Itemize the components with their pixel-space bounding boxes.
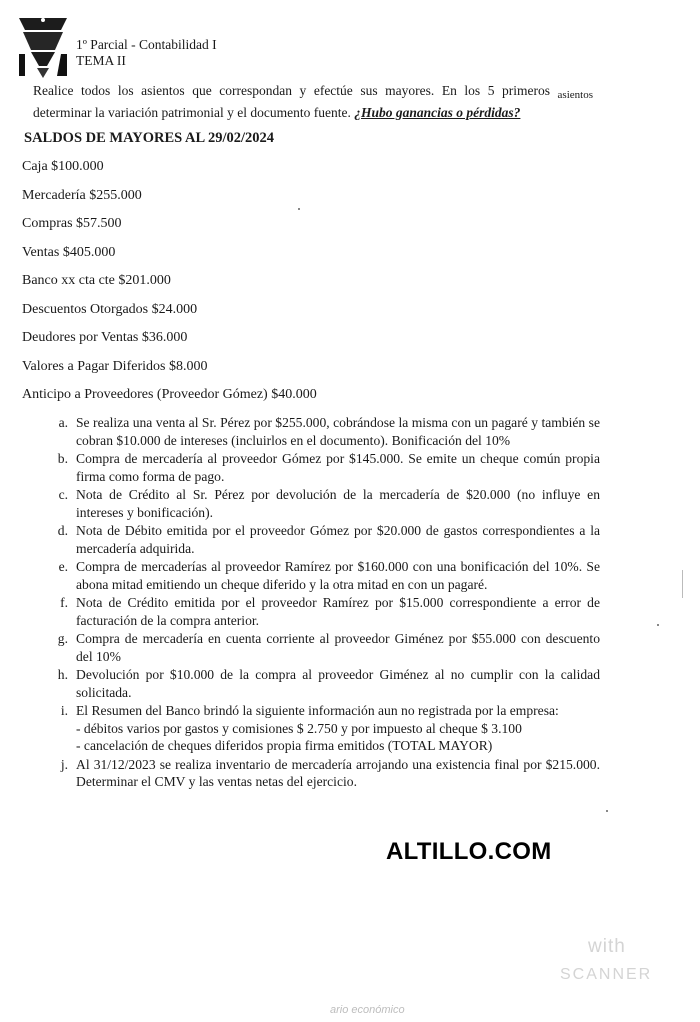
exercise-text: Devolución por $10.000 de la compra al proveedor Giménez al no cumplir con la calidad solicitada. bbox=[76, 667, 600, 700]
exercise-letter: b. bbox=[57, 451, 68, 466]
exam-title: 1º Parcial - Contabilidad I bbox=[76, 37, 217, 52]
exercise-letter: h. bbox=[57, 667, 68, 682]
exercise-text: Compra de mercadería en cuenta corriente al proveedor Giménez por $55.000 con descuento del 10% bbox=[76, 631, 600, 664]
balance-item: Anticipo a Proveedores (Proveedor Gómez) $40.000 bbox=[22, 387, 317, 402]
balance-item: Compras $57.500 bbox=[22, 216, 122, 231]
scanner-watermark-line2: SCANNER bbox=[560, 966, 653, 983]
exercise-item bbox=[44, 414, 600, 449]
scan-speck bbox=[682, 570, 683, 598]
exercise-text-main: El Resumen del Banco brindó la siguiente información aun no registrada por la empresa: bbox=[76, 703, 559, 718]
university-logo-icon bbox=[17, 16, 69, 78]
instructions bbox=[33, 82, 593, 121]
balance-item: Banco xx cta cte $201.000 bbox=[22, 273, 171, 288]
instructions-question: ¿Hubo ganancias o pérdidas? bbox=[354, 105, 521, 120]
instructions-text-a: Realice todos los asientos que correspondan y efectúe sus mayores. En los 5 primeros bbox=[33, 83, 558, 98]
exercise-item bbox=[44, 630, 600, 665]
exercise-item bbox=[44, 702, 600, 755]
exercise-subline: - cancelación de cheques diferidos propia firma emitidos (TOTAL MAYOR) bbox=[76, 738, 493, 753]
exercise-item bbox=[44, 756, 600, 791]
exercise-item bbox=[44, 486, 600, 521]
exam-topic: TEMA II bbox=[76, 53, 126, 68]
exercise-item bbox=[44, 450, 600, 485]
exercise-text: Se realiza una venta al Sr. Pérez por $255.000, cobrándose la misma con un pagaré y también se cobran $10.000 de intereses (incluirlos en el documento). Bonificación del 10% bbox=[76, 415, 600, 448]
footer-watermark: ario económico bbox=[330, 1004, 405, 1016]
balance-item: Caja $100.000 bbox=[22, 159, 104, 174]
instructions-subscript: asientos bbox=[557, 89, 593, 101]
exercise-text: Compra de mercadería al proveedor Gómez por $145.000. Se emite un cheque común propia firma como forma de pago. bbox=[76, 451, 600, 484]
exercise-letter: i. bbox=[60, 703, 68, 718]
exercise-text: Nota de Débito emitida por el proveedor Gómez por $20.000 de gastos correspondientes a la mercadería adquirida. bbox=[76, 523, 600, 556]
exercise-item bbox=[44, 522, 600, 557]
balance-item: Descuentos Otorgados $24.000 bbox=[22, 301, 198, 317]
balance-item: Valores a Pagar Diferidos $8.000 bbox=[22, 358, 208, 374]
exercise-letter: a. bbox=[58, 415, 68, 430]
exercise-subline: - débitos varios por gastos y comisiones $ 2.750 y por impuesto al cheque $ 3.100 bbox=[76, 720, 522, 736]
exercise-text: Compra de mercaderías al proveedor Ramírez por $160.000 con una bonificación del 10%. Se abona mitad emitiendo un cheque diferido y la otra mitad en con un pagaré. bbox=[76, 559, 600, 592]
instructions-text-b: determinar la variación patrimonial y el documento fuente. bbox=[33, 105, 355, 120]
exercise-text: Nota de Crédito emitida por el proveedor Ramírez por $15.000 correspondiente a error de facturación de la compra anterior. bbox=[76, 595, 600, 628]
exercise-letter: g. bbox=[57, 631, 68, 646]
scan-speck bbox=[606, 810, 608, 812]
exercise-letter: j. bbox=[60, 756, 68, 772]
exercise-letter: f. bbox=[60, 595, 68, 610]
balances-list bbox=[22, 158, 317, 415]
balance-item: Mercadería $255.000 bbox=[22, 187, 142, 203]
exercise-letter: c. bbox=[58, 487, 68, 502]
exercise-item bbox=[44, 594, 600, 629]
exercise-list bbox=[44, 414, 600, 792]
scan-speck bbox=[298, 208, 300, 210]
exercise-item bbox=[44, 558, 600, 593]
exercise-text bbox=[76, 702, 600, 755]
exercise-text: Nota de Crédito al Sr. Pérez por devolución de la mercadería de $20.000 (no influye en intereses y bonificación). bbox=[76, 487, 600, 520]
scan-speck bbox=[657, 624, 659, 626]
balance-item: Deudores por Ventas $36.000 bbox=[22, 330, 188, 345]
exercise-letter: d. bbox=[57, 523, 68, 538]
balance-item: Ventas $405.000 bbox=[22, 244, 116, 260]
exercise-text: Al 31/12/2023 se realiza inventario de mercadería arrojando una existencia final por $215.000. Determinar el CMV y las ventas netas del ejercicio. bbox=[76, 756, 600, 789]
exam-header bbox=[76, 37, 217, 69]
balances-heading: SALDOS DE MAYORES AL 29/02/2024 bbox=[24, 130, 275, 146]
exercise-item bbox=[44, 666, 600, 701]
scanner-watermark-line1: with bbox=[588, 936, 626, 957]
exercise-letter: e. bbox=[58, 559, 68, 574]
brand-watermark: ALTILLO.COM bbox=[386, 838, 552, 865]
